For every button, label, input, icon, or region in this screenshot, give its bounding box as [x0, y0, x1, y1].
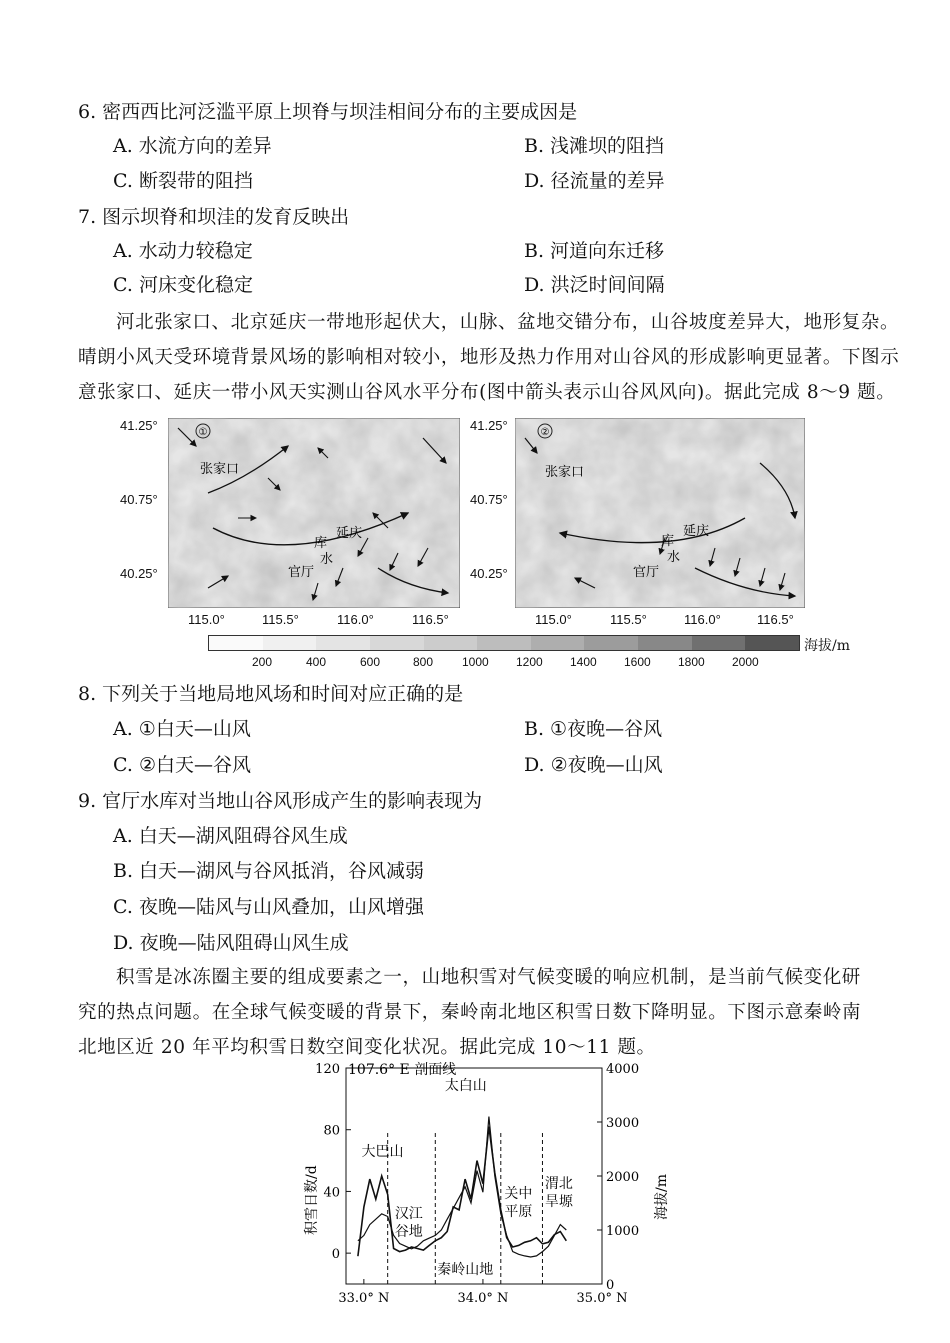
q8-option-c: C. ②白天—谷风	[113, 754, 251, 776]
elevation-legend-bar	[208, 635, 800, 651]
region-label-daba: 大巴山	[361, 1144, 404, 1160]
y2-tick-label: 2000	[606, 1170, 640, 1185]
y2-axis-label: 海拔/m	[654, 1174, 670, 1220]
region-label-taibai: 太白山	[444, 1078, 487, 1094]
legend-unit: 海拔/m	[804, 638, 850, 654]
lat-tick-1-panel2: 41.25°	[470, 418, 508, 433]
lon-tick-3-panel1: 116.0°	[337, 612, 374, 627]
y-tick-label: 40	[323, 1185, 340, 1201]
legend-tick: 400	[306, 655, 327, 669]
snow-chart	[290, 1060, 670, 1310]
lat-tick-2-panel2: 40.75°	[470, 492, 508, 507]
question-8-stem: 8. 下列关于当地局地风场和时间对应正确的是	[78, 683, 464, 705]
question-6-stem: 6. 密西西比河泛滥平原上坝脊与坝洼相间分布的主要成因是	[78, 101, 578, 123]
panel-1-label: ①	[198, 427, 208, 438]
lon-tick-4-panel2: 116.5°	[757, 612, 794, 627]
region-label-hanjiang: 谷地	[394, 1224, 423, 1240]
q6-option-c: C. 断裂带的阻挡	[113, 170, 253, 192]
region-label-qinling: 秦岭山地	[437, 1262, 494, 1278]
y-tick-label: 0	[331, 1247, 340, 1263]
legend-tick: 2000	[732, 655, 759, 669]
passage-wind-line1: 河北张家口、北京延庆一带地形起伏大，山脉、盆地交错分布，山谷坡度差异大，地形复杂。	[116, 312, 900, 333]
map-panel-1	[168, 418, 460, 608]
lat-tick-1-panel1: 41.25°	[120, 418, 158, 433]
passage-snow-line3: 北地区近 20 年平均积雪日数空间变化状况。据此完成 10～11 题。	[78, 1037, 656, 1058]
passage-snow	[78, 960, 918, 1065]
q9-option-b: B. 白天—湖风与谷风抵消，谷风减弱	[113, 860, 425, 882]
place-reservoir-ku-1: 库	[314, 536, 328, 551]
place-yanqing-1: 延庆	[336, 526, 363, 541]
x-tick-label: 33.0° N	[338, 1291, 390, 1306]
x-tick-label: 34.0° N	[457, 1291, 509, 1306]
y2-tick-label: 4000	[606, 1062, 640, 1077]
lat-tick-2-panel1: 40.75°	[120, 492, 158, 507]
q6-option-a: A. 水流方向的差异	[113, 135, 272, 157]
question-9-stem: 9. 官厅水库对当地山谷风形成产生的影响表现为	[78, 790, 483, 812]
passage-wind-line2: 晴朗小风天受环境背景风场的影响相对较小，地形及热力作用对山谷风的形成影响更显著。下图示	[78, 347, 900, 368]
region-label-hanjiang: 汉江	[394, 1206, 423, 1222]
legend-tick: 800	[413, 655, 434, 669]
q6-option-b: B. 浅滩坝的阻挡	[524, 135, 665, 157]
y-tick-label: 120	[315, 1062, 340, 1077]
y2-tick-label: 1000	[606, 1224, 640, 1239]
lat-tick-3-panel2: 40.25°	[470, 566, 508, 581]
question-7-stem: 7. 图示坝脊和坝洼的发育反映出	[78, 206, 350, 228]
legend-tick: 1200	[516, 655, 543, 669]
q8-option-a: A. ①白天—山风	[113, 718, 251, 740]
lon-tick-1-panel2: 115.0°	[535, 612, 572, 627]
legend-tick: 1600	[624, 655, 651, 669]
passage-wind-line3: 意张家口、延庆一带小风天实测山谷风水平分布(图中箭头表示山谷风风向)。据此完成 8～9 题。	[78, 382, 896, 403]
panel-2-label: ②	[540, 427, 550, 438]
q7-option-c: C. 河床变化稳定	[113, 274, 253, 296]
place-reservoir-shui-1: 水	[320, 552, 334, 567]
y-axis-label: 积雪日数/d	[304, 1165, 320, 1235]
lon-tick-2-panel1: 115.5°	[262, 612, 299, 627]
map-panel-2	[515, 418, 805, 608]
q7-option-d: D. 洪泛时间间隔	[524, 274, 665, 296]
place-guanting-2: 官厅	[633, 565, 660, 580]
passage-wind	[78, 305, 918, 410]
region-label-guanzhong: 平原	[504, 1204, 533, 1220]
place-guanting-1: 官厅	[288, 565, 315, 580]
q9-option-a: A. 白天—湖风阻碍谷风生成	[113, 825, 348, 847]
chart-title: 107.6° E 剖面线	[348, 1062, 457, 1078]
q7-option-a: A. 水动力较稳定	[113, 240, 253, 262]
place-reservoir-shui-2: 水	[667, 550, 681, 565]
lon-tick-1-panel1: 115.0°	[188, 612, 225, 627]
series-line-elevation	[358, 1117, 566, 1257]
y2-tick-label: 3000	[606, 1116, 640, 1131]
q6-option-d: D. 径流量的差异	[524, 170, 665, 192]
q7-option-b: B. 河道向东迁移	[524, 240, 665, 262]
x-tick-label: 35.0° N	[576, 1291, 628, 1306]
region-label-weibei: 旱塬	[544, 1194, 573, 1210]
lon-tick-2-panel2: 115.5°	[610, 612, 647, 627]
y2-tick-label: 0	[606, 1278, 615, 1293]
q9-option-d: D. 夜晚—陆风阻碍山风生成	[113, 932, 349, 954]
q8-option-b: B. ①夜晚—谷风	[524, 718, 663, 740]
lon-tick-3-panel2: 116.0°	[684, 612, 721, 627]
legend-tick: 600	[360, 655, 381, 669]
place-yanqing-2: 延庆	[683, 524, 710, 539]
region-label-weibei: 渭北	[544, 1176, 573, 1192]
legend-tick: 1800	[678, 655, 705, 669]
q8-option-d: D. ②夜晚—山风	[524, 754, 663, 776]
place-zhangjiakou-1: 张家口	[200, 462, 240, 477]
place-reservoir-ku-2: 库	[661, 534, 675, 549]
passage-snow-line1: 积雪是冰冻圈主要的组成要素之一，山地积雪对气候变暖的响应机制，是当前气候变化研	[116, 967, 861, 988]
passage-snow-line2: 究的热点问题。在全球气候变暖的背景下，秦岭南北地区积雪日数下降明显。下图示意秦岭南	[78, 1002, 862, 1023]
place-zhangjiakou-2: 张家口	[545, 465, 585, 480]
y-tick-label: 80	[323, 1123, 340, 1139]
lon-tick-4-panel1: 116.5°	[412, 612, 449, 627]
q9-option-c: C. 夜晚—陆风与山风叠加，山风增强	[113, 896, 424, 918]
legend-tick: 1400	[570, 655, 597, 669]
legend-tick: 1000	[462, 655, 489, 669]
region-label-guanzhong: 关中	[504, 1186, 533, 1202]
lat-tick-3-panel1: 40.25°	[120, 566, 158, 581]
legend-tick: 200	[252, 655, 273, 669]
